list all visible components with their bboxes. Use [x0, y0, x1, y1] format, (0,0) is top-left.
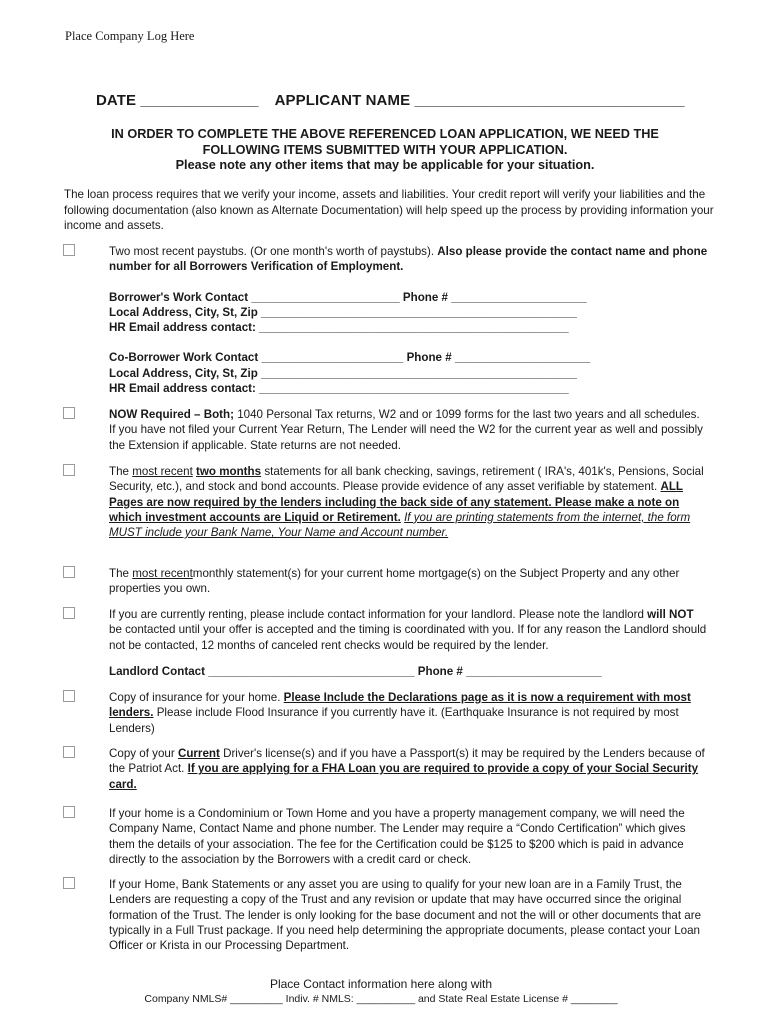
- item-paystubs: [109, 244, 709, 396]
- bank-all-pages-required: ALL Pages are now required by the lenders including the back side of any statement. Please make a note on which investment accounts are Liquid or Retirement.: [109, 480, 683, 524]
- intro-paragraph: The loan process requires that we verify your income, assets and liabilities. Your credit report will verify your liabilities and the following documentation (also known as Alternate Documentation) will help speed up the process by providing information your income and assets.: [64, 188, 714, 232]
- coborrower-work-contact-blank[interactable]: ______________________: [261, 351, 404, 365]
- tax-bold: NOW Required – Both;: [109, 408, 234, 421]
- footer-nmls-line: Company NMLS# _________ Indiv. # NMLS: __________ and State Real Estate License # ________: [144, 993, 618, 1005]
- coborrower-phone-label: Phone #: [406, 351, 452, 365]
- borrower-hr-email-label: HR Email address contact:: [109, 321, 256, 335]
- insurance-text-1: Copy of insurance for your home.: [109, 691, 281, 704]
- coborrower-work-contact-label: Co-Borrower Work Contact: [109, 351, 259, 365]
- borrower-phone-blank[interactable]: _____________________: [451, 290, 587, 304]
- landlord-phone-label: Phone #: [417, 664, 463, 678]
- borrower-local-address-label: Local Address, City, St, Zip: [109, 305, 258, 319]
- checkbox-mortgage-statement[interactable]: [63, 566, 75, 578]
- bank-text: statements for all bank checking, savings, retirement ( IRA's, 401k's, Pensions, Social Security, etc.), and stock and bond accounts. Please provide evidence of any asset verifiable by statement.: [109, 465, 704, 494]
- license-current: Current: [177, 747, 220, 760]
- item-tax-returns: [109, 407, 709, 453]
- bank-two-months: two months: [196, 465, 262, 478]
- date-label: DATE: [96, 92, 137, 109]
- mortgage-most-recent: most recent: [132, 567, 193, 580]
- license-text-1: Copy of your: [109, 747, 175, 760]
- mortgage-the: The: [109, 567, 129, 580]
- coborrower-local-address-label: Local Address, City, St, Zip: [109, 366, 258, 380]
- item-condo: [109, 806, 709, 867]
- checkbox-paystubs[interactable]: [63, 244, 75, 256]
- bank-internet-note: If you are printing statements from the internet, the form MUST include your Bank Name, Your Name and Account number.: [109, 510, 691, 540]
- borrower-local-address-blank[interactable]: _________________________________________________: [261, 305, 577, 319]
- checkbox-drivers-license[interactable]: [63, 746, 75, 758]
- intro-line-2: FOLLOWING ITEMS SUBMITTED WITH YOUR APPLICATION.: [202, 142, 568, 157]
- borrower-work-contact-blank[interactable]: _______________________: [251, 290, 400, 304]
- checkbox-bank-statements[interactable]: [63, 464, 75, 476]
- bank-most-recent: most recent: [132, 465, 193, 478]
- coborrower-hr-email-blank[interactable]: ________________________________________________: [259, 382, 569, 396]
- insurance-declarations: Please Include the Declarations page as it is now a requirement with most lenders.: [109, 691, 691, 720]
- item-mortgage-statement: [109, 566, 709, 597]
- license-fha-requirement: If you are applying for a FHA Loan you are required to provide a copy of your Social Security card.: [109, 762, 699, 791]
- checkbox-condo[interactable]: [63, 806, 75, 818]
- landlord-contact-label: Landlord Contact: [109, 664, 205, 678]
- coborrower-local-address-blank[interactable]: _________________________________________________: [261, 366, 577, 380]
- item-bank-statements: [109, 464, 709, 540]
- item-trust: [109, 877, 709, 953]
- renting-will-not: will NOT: [647, 608, 694, 621]
- coborrower-hr-email-label: HR Email address contact:: [109, 382, 256, 396]
- coborrower-phone-blank[interactable]: _____________________: [454, 351, 591, 365]
- checkbox-trust[interactable]: [63, 877, 75, 889]
- applicant-name-label: APPLICANT NAME: [274, 92, 411, 109]
- renting-text-2: be contacted until your offer is accepted and the timing is coordinated with you. If for any reason the Landlord should not be contacted, 12 months of canceled rent checks would be required by the lender.: [109, 623, 707, 652]
- footer-contact-line: Place Contact information here along with: [269, 977, 493, 991]
- company-logo-placeholder: Place Company Log Here: [65, 29, 195, 43]
- item-insurance: [109, 690, 709, 736]
- checkbox-renting[interactable]: [63, 607, 75, 619]
- borrower-work-contact-label: Borrower's Work Contact: [109, 290, 249, 304]
- item-drivers-license: [109, 746, 709, 792]
- header-line: [96, 93, 685, 108]
- renting-text-1: If you are currently renting, please include contact information for your landlord. Please note the landlord: [109, 608, 644, 621]
- item-renting: [109, 607, 709, 679]
- trust-text: If your Home, Bank Statements or any asset you are using to qualify for your new loan are in a Family Trust, the Lenders are requesting a copy of the Trust and any revision or update that may have occurred since the original formation of the Trust. The lender is only looking for the base document and not the will or other documents that are typically in a Full Trust package. If you need help determining the appropriate documents, please contact your Loan Officer or Krista in our Processing Department.: [109, 878, 702, 953]
- borrower-phone-label: Phone #: [402, 290, 449, 304]
- insurance-text-2: Please include Flood Insurance if you currently have it. (Earthquake Insurance is not required by most Lenders): [109, 706, 679, 735]
- date-blank[interactable]: ______________: [140, 92, 259, 109]
- intro-heading: [62, 127, 708, 174]
- license-text-2: Driver's license(s) and if you have a Passport(s) it may be required by the Lenders because of the Patriot Act.: [109, 747, 705, 776]
- borrower-hr-email-blank[interactable]: ________________________________________________: [259, 321, 569, 335]
- mortgage-text: monthly statement(s) for your current home mortgage(s) on the Subject Property and any other properties you own.: [109, 567, 680, 596]
- landlord-phone-blank[interactable]: _____________________: [466, 664, 602, 678]
- checkbox-tax-returns[interactable]: [63, 407, 75, 419]
- landlord-contact-blank[interactable]: ________________________________: [208, 664, 415, 678]
- paystubs-bold: Also please provide the contact name and phone number for all Borrowers Verification of Employment.: [109, 245, 708, 274]
- condo-text: If your home is a Condominium or Town Home and you have a property management company, we will need the Company Name, Contact Name and phone number. The Lender may require a “Condo Certification” which gives them the details of your association. The fee for the Certification could be $125 to $200 which is paid in advance directly to the association by the Borrowers with a credit card or check.: [109, 807, 686, 866]
- bank-the: The: [109, 465, 129, 478]
- intro-line-1: IN ORDER TO COMPLETE THE ABOVE REFERENCED LOAN APPLICATION, WE NEED THE: [111, 127, 659, 141]
- paystubs-text: Two most recent paystubs. (Or one month's worth of paystubs).: [109, 245, 435, 258]
- intro-line-3: Please note any other items that may be applicable for your situation.: [175, 158, 595, 172]
- applicant-name-blank[interactable]: ________________________________: [414, 92, 685, 109]
- checkbox-insurance[interactable]: [63, 690, 75, 702]
- tax-text: 1040 Personal Tax returns, W2 and or 1099 forms for the last two years and all schedules. If you have not filed your Current Year Return, The Lender will need the W2 for the current year as well and possibly the Extension if applicable. State returns are not needed.: [109, 408, 703, 452]
